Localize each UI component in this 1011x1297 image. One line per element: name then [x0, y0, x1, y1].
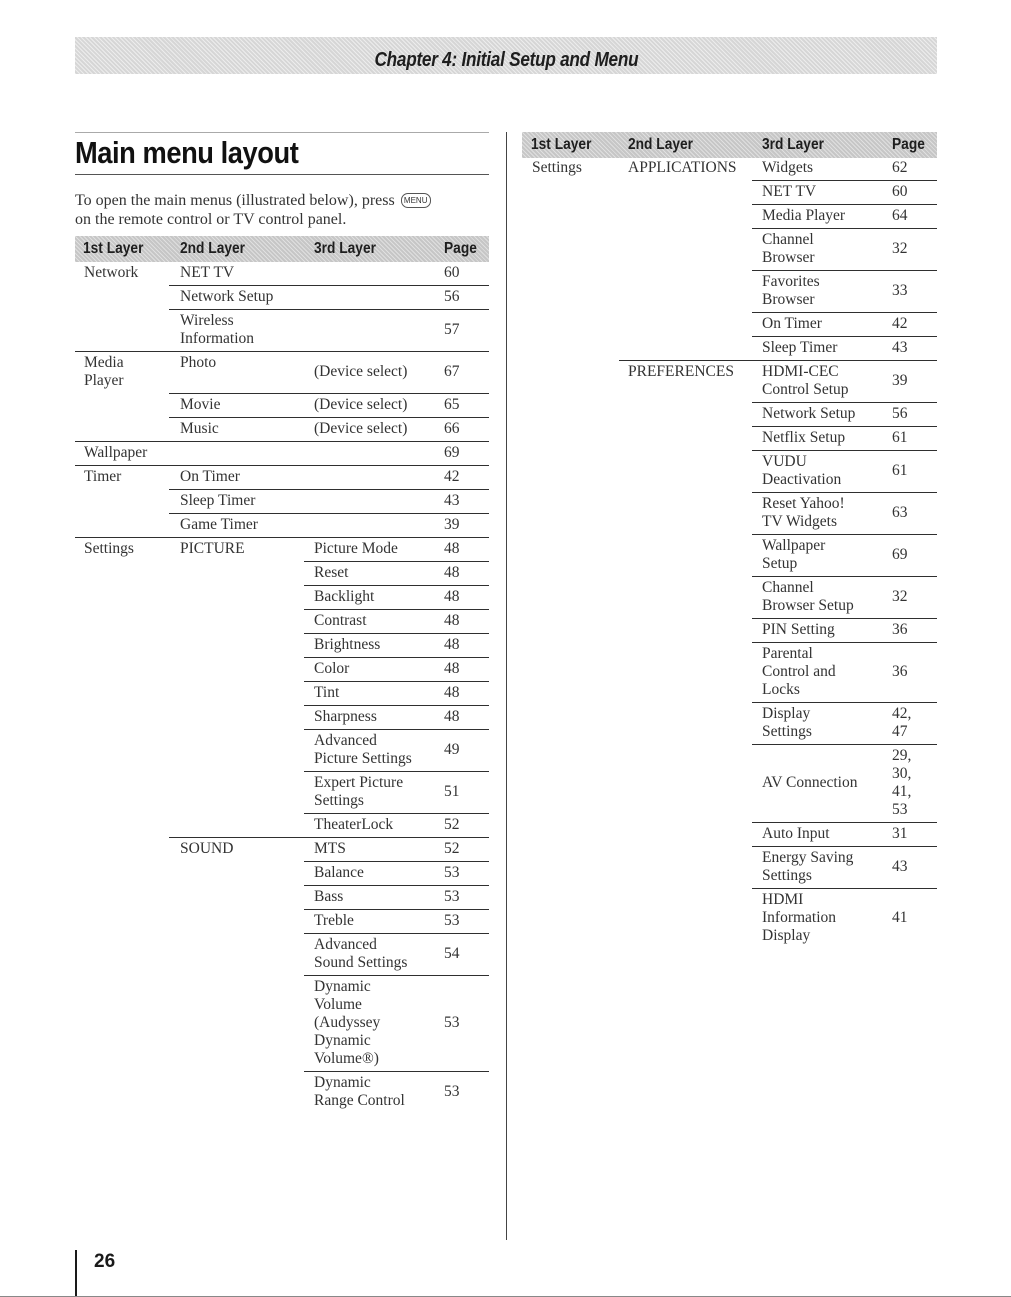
- layer2-cell: Sleep Timer: [180, 492, 256, 509]
- page-number: 26: [94, 1251, 116, 1272]
- layer3-cell: Picture Mode: [314, 540, 398, 557]
- layer3-cell: Brightness: [314, 636, 381, 653]
- layer3-cell: Dynamic Volume (Audyssey Dynamic Volume®): [314, 978, 381, 1067]
- column-header-layer3: 3rd Layer: [762, 136, 824, 153]
- layer3-cell: Reset Yahoo! TV Widgets: [762, 495, 845, 530]
- row-divider: [75, 441, 489, 442]
- page-cell: 56: [892, 405, 908, 422]
- page-cell: 32: [892, 240, 908, 257]
- layer3-cell: Sharpness: [314, 708, 377, 725]
- layer1-cell: Wallpaper: [84, 444, 148, 461]
- page-cell: 43: [444, 492, 460, 509]
- layer1-cell: Settings: [532, 159, 582, 176]
- column-header-page: Page: [892, 136, 925, 153]
- page-cell: 36: [892, 621, 908, 638]
- page-cell: 32: [892, 588, 908, 605]
- page-cell: 53: [444, 864, 460, 881]
- page-cell: 48: [444, 564, 460, 581]
- layer3-cell: NET TV: [762, 183, 817, 200]
- page-cell: 54: [444, 945, 460, 962]
- layer3-cell: Channel Browser: [762, 231, 815, 266]
- layer3-cell: Network Setup: [762, 405, 856, 422]
- layer2-cell: Movie: [180, 396, 221, 413]
- page-cell: 48: [444, 588, 460, 605]
- page-cell: 60: [444, 264, 460, 281]
- layer3-cell: Bass: [314, 888, 344, 905]
- column-header-layer2: 2nd Layer: [628, 136, 694, 153]
- page-cell: 41: [892, 909, 908, 926]
- layer3-cell: (Device select): [314, 363, 408, 380]
- page-cell: 62: [892, 159, 908, 176]
- layer3-cell: Widgets: [762, 159, 814, 176]
- page-cell: 43: [892, 858, 908, 875]
- title-rule-bottom: [75, 174, 489, 175]
- layer3-cell: Display Settings: [762, 705, 812, 740]
- layer1-cell: Timer: [84, 468, 122, 485]
- column-divider: [506, 132, 507, 1240]
- layer3-cell: Dynamic Range Control: [314, 1074, 405, 1109]
- row-divider: [304, 705, 489, 706]
- chapter-banner: [75, 37, 937, 74]
- layer2-cell: Network Setup: [180, 288, 274, 305]
- page-cell: 48: [444, 708, 460, 725]
- layer3-cell: Advanced Picture Settings: [314, 732, 412, 767]
- layer3-cell: Channel Browser Setup: [762, 579, 854, 614]
- row-divider: [169, 417, 489, 418]
- page-cell: 65: [444, 396, 460, 413]
- page-cell: 51: [444, 783, 460, 800]
- page-number-bar: [75, 1250, 77, 1297]
- menu-button-icon: MENU: [401, 193, 431, 208]
- row-divider: [752, 576, 937, 577]
- layer3-cell: Balance: [314, 864, 364, 881]
- page-cell: 48: [444, 660, 460, 677]
- row-divider: [752, 228, 937, 229]
- row-divider: [304, 771, 489, 772]
- layer3-cell: On Timer: [762, 315, 822, 332]
- layer3-cell: Parental Control and Locks: [762, 645, 836, 698]
- page-cell: 61: [892, 429, 908, 446]
- page-cell: 53: [444, 1014, 460, 1031]
- row-divider: [752, 744, 937, 745]
- layer2-cell: Wireless Information: [180, 312, 255, 347]
- table-header: [75, 236, 489, 262]
- row-divider: [304, 609, 489, 610]
- row-divider: [304, 885, 489, 886]
- column-header-layer1: 1st Layer: [531, 136, 592, 153]
- page-cell: 33: [892, 282, 908, 299]
- layer3-cell: Media Player: [762, 207, 846, 224]
- row-divider: [75, 465, 489, 466]
- layer2-cell: Game Timer: [180, 516, 258, 533]
- row-divider: [304, 729, 489, 730]
- row-divider: [752, 642, 937, 643]
- layer3-cell: HDMI Information Display: [762, 891, 837, 944]
- row-divider: [752, 402, 937, 403]
- layer2-cell: NET TV: [180, 264, 235, 281]
- page-cell: 66: [444, 420, 460, 437]
- chapter-title: Chapter 4: Initial Setup and Menu: [374, 49, 638, 71]
- layer3-cell: Backlight: [314, 588, 375, 605]
- page-cell: 48: [444, 684, 460, 701]
- page-cell: 53: [444, 912, 460, 929]
- row-divider: [752, 180, 937, 181]
- row-divider: [752, 822, 937, 823]
- row-divider: [75, 537, 489, 538]
- row-divider: [304, 561, 489, 562]
- layer3-cell: PIN Setting: [762, 621, 835, 638]
- row-divider: [75, 351, 489, 352]
- layer3-cell: Reset: [314, 564, 349, 581]
- row-divider: [169, 309, 489, 310]
- row-divider: [304, 681, 489, 682]
- row-divider: [169, 513, 489, 514]
- row-divider: [304, 813, 489, 814]
- page-cell: 39: [444, 516, 460, 533]
- row-divider: [752, 846, 937, 847]
- page-cell: 29, 30, 41, 53: [892, 747, 912, 818]
- layer3-cell: Advanced Sound Settings: [314, 936, 408, 971]
- layer2-cell: PREFERENCES: [628, 363, 734, 380]
- column-header-page: Page: [444, 240, 477, 257]
- row-divider: [752, 492, 937, 493]
- layer2-cell: On Timer: [180, 468, 240, 485]
- layer3-cell: (Device select): [314, 396, 408, 413]
- page-cell: 63: [892, 504, 908, 521]
- page-cell: 43: [892, 339, 908, 356]
- layer3-cell: HDMI-CEC Control Setup: [762, 363, 849, 398]
- column-header-layer2: 2nd Layer: [180, 240, 246, 257]
- intro-paragraph: [75, 191, 490, 229]
- page-cell: 53: [444, 888, 460, 905]
- layer3-cell: Contrast: [314, 612, 367, 629]
- layer2-cell: SOUND: [180, 840, 234, 857]
- page-cell: 42: [444, 468, 460, 485]
- intro-line-2: on the remote control or TV control panel.: [75, 211, 347, 228]
- row-divider: [752, 270, 937, 271]
- column-header-layer3: 3rd Layer: [314, 240, 376, 257]
- page-cell: 57: [444, 321, 460, 338]
- table-header: [522, 132, 937, 158]
- row-divider: [752, 450, 937, 451]
- page-cell: 39: [892, 372, 908, 389]
- layer3-cell: (Device select): [314, 420, 408, 437]
- page-cell: 56: [444, 288, 460, 305]
- row-divider: [752, 702, 937, 703]
- intro-line-1: To open the main menus (illustrated below), press: [75, 192, 395, 209]
- page-cell: 36: [892, 663, 908, 680]
- row-divider: [304, 1071, 489, 1072]
- layer1-cell: Settings: [84, 540, 134, 557]
- row-divider: [169, 489, 489, 490]
- layer2-cell: Music: [180, 420, 219, 437]
- row-divider: [304, 861, 489, 862]
- row-divider: [304, 909, 489, 910]
- page-cell: 60: [892, 183, 908, 200]
- layer3-cell: Treble: [314, 912, 354, 929]
- row-divider: [304, 975, 489, 976]
- page-cell: 52: [444, 816, 460, 833]
- layer2-cell: Photo: [180, 354, 217, 371]
- row-divider: [169, 837, 489, 838]
- page-cell: 48: [444, 540, 460, 557]
- row-divider: [752, 336, 937, 337]
- row-divider: [619, 360, 937, 361]
- page-cell: 67: [444, 363, 460, 380]
- title-rule-top: [75, 132, 489, 133]
- page-cell: 42, 47: [892, 705, 912, 740]
- row-divider: [304, 633, 489, 634]
- page-title: Main menu layout: [75, 135, 299, 170]
- layer3-cell: Color: [314, 660, 350, 677]
- row-divider: [304, 585, 489, 586]
- row-divider: [169, 285, 489, 286]
- row-divider: [752, 618, 937, 619]
- layer3-cell: Favorites Browser: [762, 273, 820, 308]
- row-divider: [752, 426, 937, 427]
- row-divider: [752, 534, 937, 535]
- layer2-cell: APPLICATIONS: [628, 159, 737, 176]
- page-cell: 61: [892, 462, 908, 479]
- row-divider: [752, 204, 937, 205]
- page-cell: 42: [892, 315, 908, 332]
- row-divider: [752, 312, 937, 313]
- layer3-cell: Auto Input: [762, 825, 830, 842]
- layer3-cell: VUDU Deactivation: [762, 453, 842, 488]
- page-cell: 69: [444, 444, 460, 461]
- layer3-cell: Expert Picture Settings: [314, 774, 404, 809]
- layer3-cell: MTS: [314, 840, 346, 857]
- page-cell: 48: [444, 612, 460, 629]
- page-cell: 53: [444, 1083, 460, 1100]
- layer3-cell: Netflix Setup: [762, 429, 846, 446]
- page-cell: 31: [892, 825, 908, 842]
- layer1-cell: Network: [84, 264, 139, 281]
- column-header-layer1: 1st Layer: [83, 240, 144, 257]
- row-divider: [752, 888, 937, 889]
- layer3-cell: Tint: [314, 684, 340, 701]
- layer1-cell: Media Player: [84, 354, 124, 389]
- page-cell: 49: [444, 741, 460, 758]
- layer2-cell: PICTURE: [180, 540, 245, 557]
- page-cell: 64: [892, 207, 908, 224]
- layer3-cell: Sleep Timer: [762, 339, 838, 356]
- layer3-cell: Wallpaper Setup: [762, 537, 826, 572]
- row-divider: [304, 933, 489, 934]
- layer3-cell: TheaterLock: [314, 816, 394, 833]
- page-cell: 69: [892, 546, 908, 563]
- layer3-cell: Energy Saving Settings: [762, 849, 854, 884]
- page-cell: 48: [444, 636, 460, 653]
- layer3-cell: AV Connection: [762, 774, 858, 791]
- row-divider: [304, 657, 489, 658]
- page-cell: 52: [444, 840, 460, 857]
- row-divider: [169, 393, 489, 394]
